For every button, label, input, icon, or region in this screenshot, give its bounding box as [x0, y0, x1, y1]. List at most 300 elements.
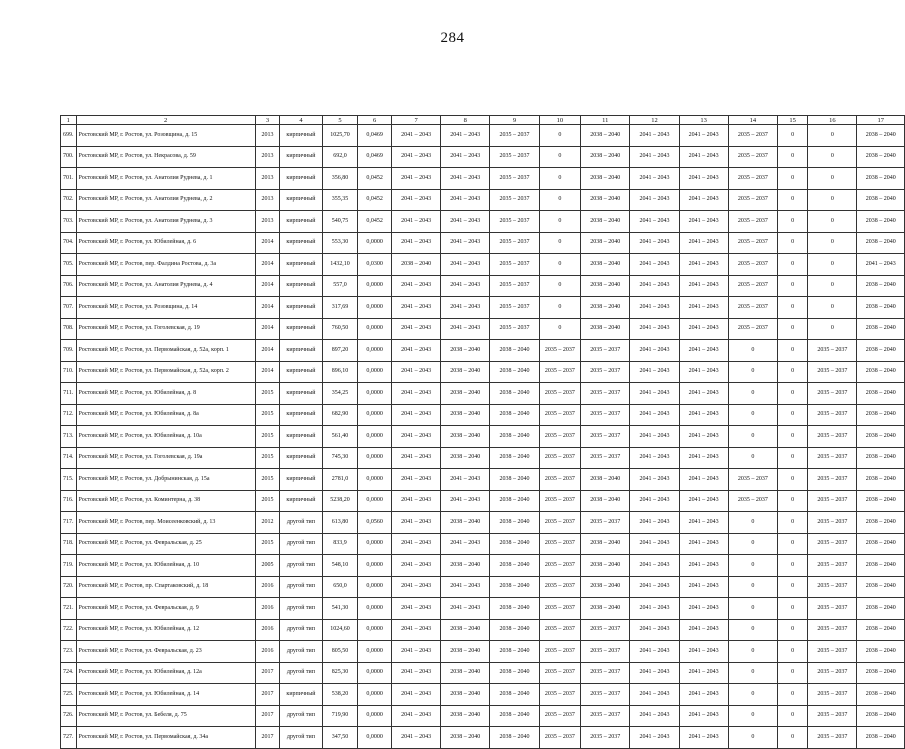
table-cell: 2041 – 2043	[679, 361, 728, 383]
table-cell: 2041 – 2043	[391, 619, 440, 641]
table-cell: 2038 – 2040	[857, 168, 905, 190]
table-cell: Ростовский МР, г. Ростов, ул. Анатолия Руднева, д. 4	[76, 275, 255, 297]
table-cell: 2041 – 2043	[391, 146, 440, 168]
table-cell: 0,0000	[358, 705, 392, 727]
table-cell: 716.	[61, 490, 77, 512]
table-cell: 2015	[255, 447, 280, 469]
table-cell: 2005	[255, 555, 280, 577]
table-cell: 2041 – 2043	[441, 297, 490, 319]
table-cell: 2041 – 2043	[391, 576, 440, 598]
table-cell: 0	[808, 254, 857, 276]
table-cell: 0	[777, 340, 807, 362]
table-cell: 0,0000	[358, 662, 392, 684]
table-cell: 2035 – 2037	[581, 705, 630, 727]
table-cell: 0	[808, 168, 857, 190]
table-cell: 714.	[61, 447, 77, 469]
table-cell: кирпичный	[280, 404, 322, 426]
table-cell: 2041 – 2043	[630, 533, 679, 555]
table-row	[61, 254, 905, 276]
table-cell: 2035 – 2037	[539, 512, 581, 534]
table-cell: Ростовский МР, г. Ростов, ул. Юбилейная, д. 8а	[76, 404, 255, 426]
table-cell: 2035 – 2037	[728, 275, 777, 297]
table-cell: 2038 – 2040	[857, 447, 905, 469]
table-cell: 2035 – 2037	[808, 340, 857, 362]
table-cell: 2035 – 2037	[808, 469, 857, 491]
table-cell: 825,30	[322, 662, 358, 684]
table-cell: 712.	[61, 404, 77, 426]
table-cell: 2041 – 2043	[391, 555, 440, 577]
table-cell: 2035 – 2037	[808, 705, 857, 727]
table-cell: 2016	[255, 641, 280, 663]
table-cell: 2014	[255, 297, 280, 319]
table-cell: 2041 – 2043	[391, 598, 440, 620]
table-cell: 2038 – 2040	[441, 727, 490, 749]
table-cell: 2038 – 2040	[441, 404, 490, 426]
table-cell: 2038 – 2040	[581, 168, 630, 190]
table-cell: 0	[539, 254, 581, 276]
table-cell: 2038 – 2040	[490, 490, 539, 512]
table-cell: 2041 – 2043	[630, 727, 679, 749]
table-row	[61, 490, 905, 512]
table-cell: 2041 – 2043	[630, 705, 679, 727]
table-cell: 2038 – 2040	[490, 426, 539, 448]
table-cell: 2035 – 2037	[581, 684, 630, 706]
table-cell: 548,10	[322, 555, 358, 577]
table-cell: Ростовский МР, г. Ростов, ул. Февральская, д. 23	[76, 641, 255, 663]
table-cell: 0	[728, 555, 777, 577]
table-cell: 2035 – 2037	[808, 447, 857, 469]
table-cell: 2041 – 2043	[441, 469, 490, 491]
table-cell: 2016	[255, 576, 280, 598]
table-cell: 2035 – 2037	[581, 641, 630, 663]
table-cell: 2038 – 2040	[857, 189, 905, 211]
table-cell: 2035 – 2037	[808, 426, 857, 448]
table-cell: 2038 – 2040	[490, 404, 539, 426]
table-cell: 2038 – 2040	[857, 662, 905, 684]
table-cell: 2014	[255, 361, 280, 383]
table-cell: кирпичный	[280, 125, 322, 147]
table-cell: 2038 – 2040	[581, 490, 630, 512]
table-cell: 0	[539, 275, 581, 297]
table-cell: 2035 – 2037	[539, 641, 581, 663]
table-cell: 2035 – 2037	[728, 297, 777, 319]
table-cell: 0,0000	[358, 404, 392, 426]
table-cell: 2035 – 2037	[581, 361, 630, 383]
table-cell: 2041 – 2043	[391, 275, 440, 297]
table-cell: 2041 – 2043	[441, 490, 490, 512]
table-row	[61, 361, 905, 383]
table-cell: 0	[728, 727, 777, 749]
table-cell: кирпичный	[280, 426, 322, 448]
table-cell: 2035 – 2037	[808, 533, 857, 555]
table-cell: 0,0000	[358, 275, 392, 297]
table-cell: 2035 – 2037	[728, 146, 777, 168]
table-cell: 2041 – 2043	[391, 727, 440, 749]
table-cell: 2041 – 2043	[391, 383, 440, 405]
table-cell: 2041 – 2043	[679, 447, 728, 469]
table-cell: 2035 – 2037	[581, 619, 630, 641]
table-cell: 2035 – 2037	[808, 684, 857, 706]
table-cell: 2038 – 2040	[490, 576, 539, 598]
table-cell: 0	[728, 426, 777, 448]
table-cell: 2038 – 2040	[857, 533, 905, 555]
column-header: 8	[441, 116, 490, 125]
table-cell: 2041 – 2043	[391, 490, 440, 512]
table-cell: 2035 – 2037	[808, 383, 857, 405]
table-cell: 2041 – 2043	[679, 490, 728, 512]
table-cell: 2038 – 2040	[490, 361, 539, 383]
table-cell: 2013	[255, 211, 280, 233]
table-cell: 0	[728, 619, 777, 641]
table-cell: 2041 – 2043	[679, 232, 728, 254]
table-cell: 2041 – 2043	[630, 469, 679, 491]
table-cell: кирпичный	[280, 211, 322, 233]
table-row	[61, 684, 905, 706]
table-cell: 0	[777, 576, 807, 598]
table-cell: 2035 – 2037	[539, 404, 581, 426]
table-cell: 0,0000	[358, 361, 392, 383]
table-cell: 2038 – 2040	[857, 684, 905, 706]
table-cell: 706.	[61, 275, 77, 297]
table-cell: Ростовский МР, г. Ростов, ул. Юбилейная, д. 6	[76, 232, 255, 254]
table-cell: 2041 – 2043	[391, 426, 440, 448]
table-cell: 2017	[255, 662, 280, 684]
table-cell: 2041 – 2043	[391, 125, 440, 147]
table-cell: 0,0000	[358, 684, 392, 706]
table-cell: 2014	[255, 232, 280, 254]
table-cell: 2038 – 2040	[441, 662, 490, 684]
column-header: 9	[490, 116, 539, 125]
table-cell: 724.	[61, 662, 77, 684]
table-cell: 0	[777, 426, 807, 448]
table-cell: 0,0000	[358, 619, 392, 641]
table-cell: Ростовский МР, г. Ростов, ул. Первомайская, д. 52а, корп. 1	[76, 340, 255, 362]
table-cell: 0,0452	[358, 168, 392, 190]
table-cell: 0	[539, 168, 581, 190]
column-header: 1	[61, 116, 77, 125]
table-cell: 2041 – 2043	[630, 512, 679, 534]
table-row	[61, 340, 905, 362]
table-cell: 2041 – 2043	[630, 340, 679, 362]
table-cell: 0	[777, 254, 807, 276]
table-cell: 2041 – 2043	[679, 512, 728, 534]
table-cell: 2038 – 2040	[581, 125, 630, 147]
table-cell: 2013	[255, 125, 280, 147]
table-cell: 2041 – 2043	[679, 533, 728, 555]
table-cell: 2041 – 2043	[441, 211, 490, 233]
table-cell: Ростовский МР, г. Ростов, пер. Моисеенковский, д. 13	[76, 512, 255, 534]
table-cell: 2013	[255, 189, 280, 211]
table-cell: 726.	[61, 705, 77, 727]
table-row	[61, 383, 905, 405]
table-cell: 0,0000	[358, 232, 392, 254]
table-cell: 2038 – 2040	[490, 469, 539, 491]
table-cell: 2035 – 2037	[808, 404, 857, 426]
table-cell: 2041 – 2043	[441, 146, 490, 168]
table-cell: 2041 – 2043	[630, 168, 679, 190]
table-cell: 0,0000	[358, 383, 392, 405]
table-cell: 2038 – 2040	[441, 512, 490, 534]
table-row	[61, 598, 905, 620]
table-cell: другой тип	[280, 598, 322, 620]
column-header: 13	[679, 116, 728, 125]
table-cell: 0	[808, 125, 857, 147]
table-row	[61, 447, 905, 469]
table-cell: 760,50	[322, 318, 358, 340]
table-cell: 2035 – 2037	[539, 383, 581, 405]
table-cell: 0	[777, 555, 807, 577]
table-cell: 702.	[61, 189, 77, 211]
table-cell: 2035 – 2037	[808, 555, 857, 577]
table-row	[61, 555, 905, 577]
table-cell: 2041 – 2043	[630, 297, 679, 319]
table-cell: 2015	[255, 533, 280, 555]
table-cell: 2041 – 2043	[630, 555, 679, 577]
table-cell: 699.	[61, 125, 77, 147]
table-cell: кирпичный	[280, 361, 322, 383]
table-cell: Ростовский МР, г. Ростов, ул. Бебеля, д. 75	[76, 705, 255, 727]
column-header: 4	[280, 116, 322, 125]
table-cell: 2017	[255, 727, 280, 749]
table-cell: 2041 – 2043	[679, 297, 728, 319]
table-cell: Ростовский МР, г. Ростов, ул. Февральская, д. 9	[76, 598, 255, 620]
table-cell: 2038 – 2040	[581, 469, 630, 491]
table-cell: 2038 – 2040	[857, 512, 905, 534]
table-cell: 540,75	[322, 211, 358, 233]
table-cell: 2014	[255, 254, 280, 276]
table-cell: 355,35	[322, 189, 358, 211]
table-cell: 0	[777, 383, 807, 405]
table-cell: 2041 – 2043	[679, 727, 728, 749]
table-cell: 0,0560	[358, 512, 392, 534]
table-cell: 2038 – 2040	[857, 383, 905, 405]
table-row	[61, 232, 905, 254]
table-cell: 2038 – 2040	[490, 512, 539, 534]
table-cell: 2041 – 2043	[441, 576, 490, 598]
table-cell: 2015	[255, 490, 280, 512]
table-cell: другой тип	[280, 705, 322, 727]
table-cell: 2041 – 2043	[630, 490, 679, 512]
table-cell: 0,0469	[358, 146, 392, 168]
table-cell: 2041 – 2043	[391, 189, 440, 211]
table-cell: кирпичный	[280, 684, 322, 706]
table-cell: 2035 – 2037	[490, 189, 539, 211]
table-cell: 2041 – 2043	[679, 211, 728, 233]
table-cell: 711.	[61, 383, 77, 405]
table-cell: 2038 – 2040	[581, 232, 630, 254]
table-cell: 705.	[61, 254, 77, 276]
table-cell: 2038 – 2040	[581, 576, 630, 598]
table-cell: 0	[728, 684, 777, 706]
table-cell: 1432,10	[322, 254, 358, 276]
table-cell: 0	[539, 189, 581, 211]
table-cell: другой тип	[280, 662, 322, 684]
table-cell: другой тип	[280, 555, 322, 577]
table-cell: 707.	[61, 297, 77, 319]
table-cell: 2017	[255, 684, 280, 706]
table-cell: 2041 – 2043	[679, 254, 728, 276]
table-row	[61, 469, 905, 491]
table-cell: Ростовский МР, г. Ростов, ул. Юбилейная, д. 14	[76, 684, 255, 706]
table-row	[61, 576, 905, 598]
table-cell: кирпичный	[280, 340, 322, 362]
table-cell: 0	[539, 146, 581, 168]
table-cell: 2041 – 2043	[391, 318, 440, 340]
table-cell: 2041 – 2043	[679, 168, 728, 190]
table-row	[61, 641, 905, 663]
table-cell: 2035 – 2037	[728, 168, 777, 190]
table-cell: 0	[777, 447, 807, 469]
table-cell: 2041 – 2043	[391, 168, 440, 190]
table-cell: 0	[777, 318, 807, 340]
table-cell: 2035 – 2037	[490, 318, 539, 340]
table-cell: 2041 – 2043	[391, 684, 440, 706]
table-cell: 0	[728, 383, 777, 405]
table-row	[61, 662, 905, 684]
table-cell: 708.	[61, 318, 77, 340]
table-cell: Ростовский МР, г. Ростов, ул. Первомайская, д. 34а	[76, 727, 255, 749]
table-cell: 2035 – 2037	[490, 125, 539, 147]
table-cell: 0,0000	[358, 447, 392, 469]
table-cell: 2041 – 2043	[630, 662, 679, 684]
table-cell: 2038 – 2040	[441, 555, 490, 577]
table-cell: кирпичный	[280, 490, 322, 512]
table-cell: 0	[539, 318, 581, 340]
table-cell: 2035 – 2037	[728, 490, 777, 512]
table-cell: Ростовский МР, г. Ростов, ул. Февральская, д. 25	[76, 533, 255, 555]
table-cell: 0	[539, 211, 581, 233]
table-cell: 0,0000	[358, 490, 392, 512]
table-cell: 2035 – 2037	[490, 275, 539, 297]
table-cell: кирпичный	[280, 318, 322, 340]
table-cell: 2041 – 2043	[630, 404, 679, 426]
table-cell: 2035 – 2037	[490, 211, 539, 233]
table-cell: 354,25	[322, 383, 358, 405]
table-cell: 2035 – 2037	[539, 447, 581, 469]
table-cell: 2041 – 2043	[679, 555, 728, 577]
table-cell: 0,0469	[358, 125, 392, 147]
table-cell: 2038 – 2040	[581, 555, 630, 577]
table-cell: 2781,0	[322, 469, 358, 491]
table-cell: кирпичный	[280, 232, 322, 254]
table-cell: 0	[777, 275, 807, 297]
table-cell: 2038 – 2040	[581, 598, 630, 620]
table-cell: 2035 – 2037	[490, 297, 539, 319]
table-cell: 2038 – 2040	[857, 125, 905, 147]
table-row	[61, 426, 905, 448]
table-row	[61, 705, 905, 727]
table-cell: Ростовский МР, г. Ростов, ул. Юбилейная, д. 12	[76, 619, 255, 641]
table-cell: 1025,70	[322, 125, 358, 147]
table-cell: 0,0000	[358, 533, 392, 555]
table-cell: 719,90	[322, 705, 358, 727]
table-cell: 0,0000	[358, 555, 392, 577]
table-cell: 2038 – 2040	[857, 297, 905, 319]
table-cell: 700.	[61, 146, 77, 168]
table-cell: 2035 – 2037	[808, 598, 857, 620]
table-cell: кирпичный	[280, 168, 322, 190]
table-cell: 2041 – 2043	[679, 189, 728, 211]
table-cell: 2038 – 2040	[441, 641, 490, 663]
table-row	[61, 211, 905, 233]
column-header: 3	[255, 116, 280, 125]
table-cell: 2035 – 2037	[539, 555, 581, 577]
table-cell: другой тип	[280, 641, 322, 663]
table-cell: другой тип	[280, 533, 322, 555]
table-cell: 2035 – 2037	[539, 598, 581, 620]
table-cell: 0	[777, 512, 807, 534]
table-cell: 2014	[255, 318, 280, 340]
table-cell: 2035 – 2037	[728, 189, 777, 211]
table-cell: 2041 – 2043	[630, 318, 679, 340]
table-cell: 710.	[61, 361, 77, 383]
table-cell: 2041 – 2043	[391, 361, 440, 383]
table-row	[61, 533, 905, 555]
table-cell: 833,9	[322, 533, 358, 555]
table-cell: 2035 – 2037	[581, 447, 630, 469]
table-cell: 2041 – 2043	[630, 426, 679, 448]
table-cell: 2035 – 2037	[808, 619, 857, 641]
table-cell: 0	[777, 361, 807, 383]
table-cell: 2035 – 2037	[539, 426, 581, 448]
table-cell: 0	[728, 598, 777, 620]
table-cell: 2035 – 2037	[490, 146, 539, 168]
table-cell: 0	[777, 533, 807, 555]
table-cell: 2041 – 2043	[630, 146, 679, 168]
table-cell: 2041 – 2043	[679, 469, 728, 491]
table-cell: 745,30	[322, 447, 358, 469]
table-cell: 2038 – 2040	[490, 555, 539, 577]
table-cell: 2038 – 2040	[441, 447, 490, 469]
table-cell: 2013	[255, 168, 280, 190]
table-cell: 2035 – 2037	[490, 232, 539, 254]
table-cell: 613,80	[322, 512, 358, 534]
table-cell: 722.	[61, 619, 77, 641]
table-cell: 2038 – 2040	[581, 297, 630, 319]
table-cell: 2035 – 2037	[728, 232, 777, 254]
table-cell: 2041 – 2043	[679, 340, 728, 362]
table-cell: 0	[808, 211, 857, 233]
table-cell: Ростовский МР, г. Ростов, пр. Спартаковский, д. 18	[76, 576, 255, 598]
table-cell: 2041 – 2043	[679, 684, 728, 706]
table-row	[61, 275, 905, 297]
table-cell: 0	[777, 146, 807, 168]
table-cell: 2041 – 2043	[679, 598, 728, 620]
table-cell: 2041 – 2043	[391, 297, 440, 319]
table-header-row	[61, 116, 905, 125]
table-cell: 2041 – 2043	[630, 211, 679, 233]
table-cell: 2041 – 2043	[391, 705, 440, 727]
table-cell: 2038 – 2040	[490, 684, 539, 706]
table-row	[61, 297, 905, 319]
table-cell: 2035 – 2037	[808, 490, 857, 512]
table-cell: 2041 – 2043	[391, 641, 440, 663]
table-cell: 2035 – 2037	[581, 727, 630, 749]
table-cell: Ростовский МР, г. Ростов, ул. Анатолия Руднева, д. 2	[76, 189, 255, 211]
table-cell: 2038 – 2040	[490, 383, 539, 405]
table-cell: другой тип	[280, 576, 322, 598]
table-cell: 2038 – 2040	[441, 383, 490, 405]
table-cell: 553,30	[322, 232, 358, 254]
table-cell: 2041 – 2043	[441, 598, 490, 620]
table-cell: 2016	[255, 598, 280, 620]
table-cell: 0	[728, 533, 777, 555]
table-cell: кирпичный	[280, 146, 322, 168]
table-cell: 0	[728, 512, 777, 534]
table-row	[61, 318, 905, 340]
table-cell: 2035 – 2037	[539, 662, 581, 684]
table-cell: 896,10	[322, 361, 358, 383]
